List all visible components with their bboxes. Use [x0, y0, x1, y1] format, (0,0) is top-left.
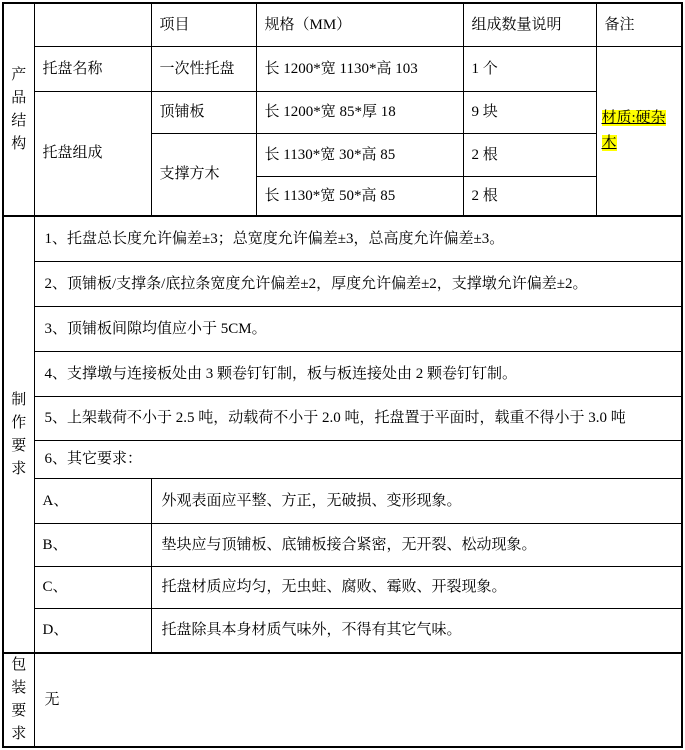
header-cell-remark: 备注	[596, 3, 682, 46]
requirement-6: 6、其它要求：	[34, 440, 682, 478]
requirement-row-b	[3, 523, 682, 566]
header-cell-qty: 组成数量说明	[463, 3, 596, 46]
section-label-production-requirements	[3, 216, 34, 653]
comp-qty-top-board: 9 块	[463, 91, 596, 133]
requirement-c-text: 托盘材质应均匀，无虫蛀、腐败、霉败、开裂现象。	[151, 566, 682, 608]
comp-spec-top-board: 长 1200*宽 85*厚 18	[256, 91, 463, 133]
comp-spec-support-1: 长 1130*宽 30*高 85	[256, 133, 463, 176]
pallet-name-qty: 1 个	[463, 46, 596, 91]
requirement-row-2	[3, 261, 682, 306]
comp-spec-support-2: 长 1130*宽 50*高 85	[256, 176, 463, 216]
composition-row-top-board	[3, 91, 682, 133]
requirement-row-6	[3, 440, 682, 478]
packaging-row	[3, 653, 682, 747]
pallet-name-label: 托盘名称	[34, 46, 151, 91]
header-cell-item: 项目	[151, 3, 256, 46]
requirement-row-a	[3, 478, 682, 523]
requirement-b-label: B、	[34, 523, 151, 566]
requirement-d-text: 托盘除具本身材质气味外，不得有其它气味。	[151, 608, 682, 653]
comp-item-support-wood: 支撑方木	[151, 133, 256, 216]
requirement-row-d	[3, 608, 682, 653]
requirement-row-5	[3, 396, 682, 440]
requirement-row-4	[3, 351, 682, 396]
requirement-b-text: 垫块应与顶铺板、底铺板接合紧密，无开裂、松动现象。	[151, 523, 682, 566]
requirement-a-label: A、	[34, 478, 151, 523]
pallet-spec-table	[2, 2, 683, 748]
requirement-3: 3、顶铺板间隙均值应小于 5CM。	[34, 306, 682, 351]
requirement-row-c	[3, 566, 682, 608]
requirement-a-text: 外观表面应平整、方正，无破损、变形现象。	[151, 478, 682, 523]
section-label-product-structure	[3, 3, 34, 216]
composition-label: 托盘组成	[34, 91, 151, 216]
material-highlight: 材质:硬杂木	[601, 109, 666, 151]
requirement-row-3	[3, 306, 682, 351]
requirement-row-1	[3, 216, 682, 261]
requirement-1: 1、托盘总长度允许偏差±3；总宽度允许偏差±3，总高度允许偏差±3。	[34, 216, 682, 261]
remark-material-cell	[596, 46, 682, 216]
section-label-text: 制作要求	[11, 391, 27, 477]
header-row	[3, 3, 682, 46]
packaging-content: 无	[34, 653, 682, 747]
requirement-c-label: C、	[34, 566, 151, 608]
section-label-text: 产品结构	[11, 66, 27, 152]
pallet-name-row	[3, 46, 682, 91]
requirement-d-label: D、	[34, 608, 151, 653]
comp-qty-support-1: 2 根	[463, 133, 596, 176]
pallet-name-spec: 长 1200*宽 1130*高 103	[256, 46, 463, 91]
comp-item-top-board: 顶铺板	[151, 91, 256, 133]
header-cell-empty	[34, 3, 151, 46]
section-label-text: 包装要求	[11, 657, 27, 742]
requirement-2: 2、顶铺板/支撑条/底拉条宽度允许偏差±2，厚度允许偏差±2，支撑墩允许偏差±2。	[34, 261, 682, 306]
pallet-name-item: 一次性托盘	[151, 46, 256, 91]
requirement-5: 5、上架载荷不小于 2.5 吨，动载荷不小于 2.0 吨，托盘置于平面时，载重不得小于 3.0 吨	[34, 396, 682, 440]
header-cell-spec: 规格（MM）	[256, 3, 463, 46]
comp-qty-support-2: 2 根	[463, 176, 596, 216]
section-label-packaging-requirements	[3, 653, 34, 747]
requirement-4: 4、支撑墩与连接板处由 3 颗卷钉钉制，板与板连接处由 2 颗卷钉钉制。	[34, 351, 682, 396]
